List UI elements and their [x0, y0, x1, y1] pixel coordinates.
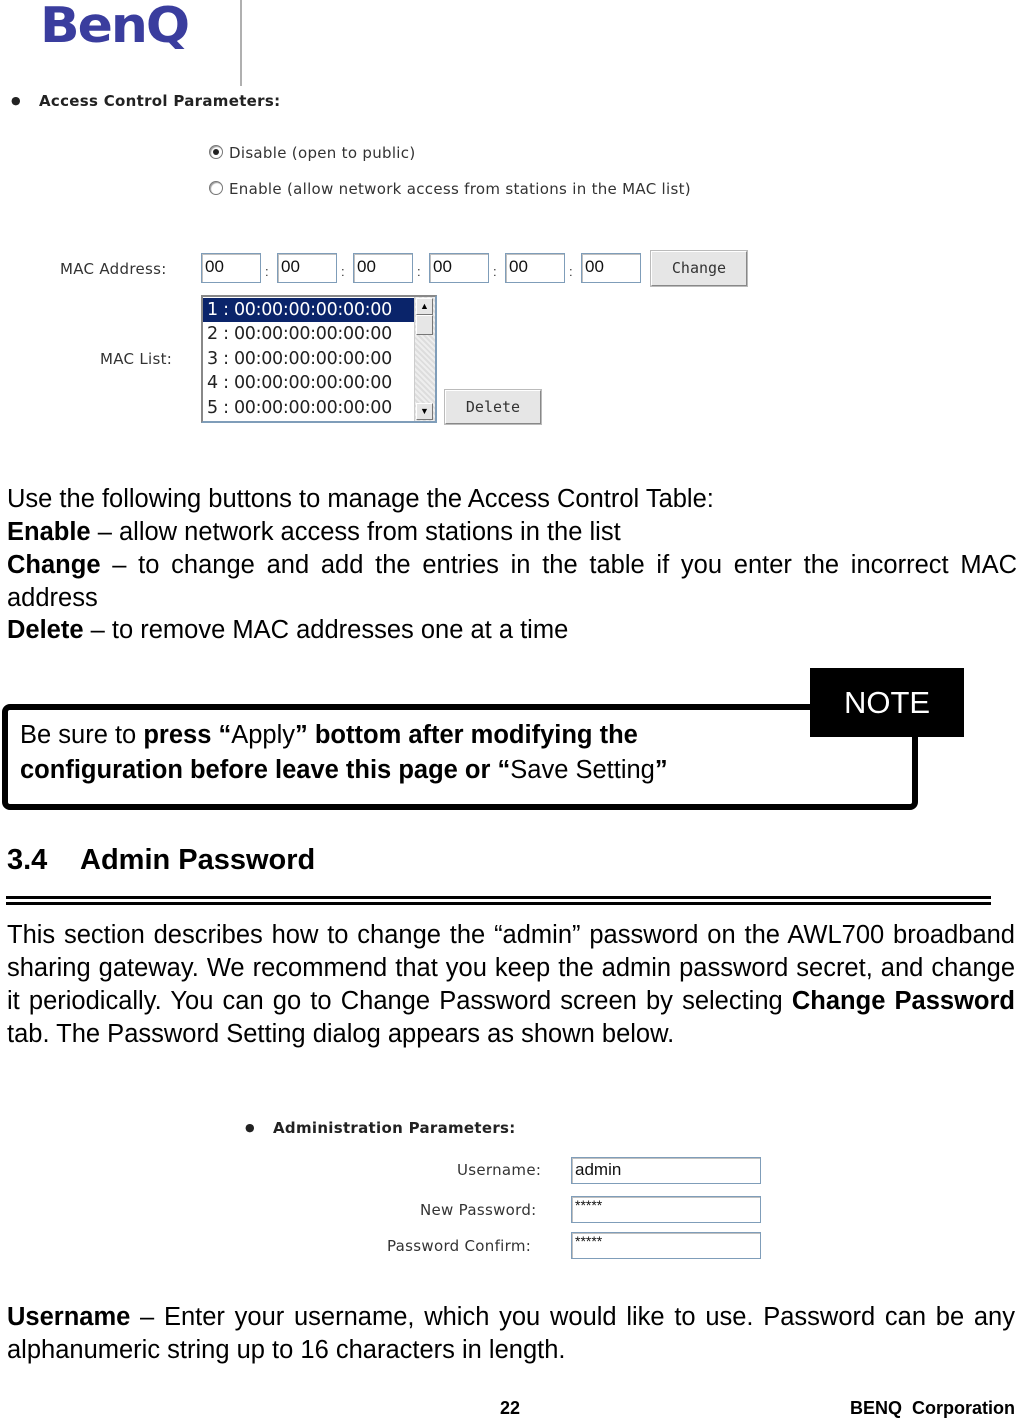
username-input[interactable]: admin	[571, 1157, 761, 1184]
mac-separator: :	[417, 264, 421, 279]
radio-enable-row[interactable]	[209, 180, 691, 198]
mac-list-item[interactable]: 4 : 00:00:00:00:00:00	[207, 373, 392, 394]
mac-octet-2[interactable]: 00	[277, 253, 337, 283]
radio-disable-row[interactable]	[209, 144, 415, 162]
mac-list-box[interactable]	[201, 295, 437, 423]
note-text: Be sure to press “Apply” bottom after modifying the configuration before leave this page or “Save Setting”	[20, 721, 668, 784]
mac-octet-4[interactable]: 00	[429, 253, 489, 283]
benq-logo: BenQ	[40, 0, 189, 55]
delete-button[interactable]: Delete	[445, 390, 541, 424]
new-password-input[interactable]: *****	[571, 1196, 761, 1223]
radio-disable[interactable]	[209, 145, 223, 159]
mac-octet-5[interactable]: 00	[505, 253, 565, 283]
new-password-label: New Password:	[420, 1201, 537, 1219]
term-name: Delete	[7, 616, 84, 644]
term-name: Change	[7, 551, 101, 579]
mac-list-item[interactable]: 3 : 00:00:00:00:00:00	[207, 348, 392, 369]
term-enable	[7, 516, 1017, 549]
username-description: Username – Enter your username, which you would like to use. Password can be any alphanumeric string up to 16 characters in length.	[7, 1303, 1015, 1364]
section-paragraph: This section describes how to change the “admin” password on the AWL700 broadband sharing gateway. We recommend that you keep the admin password secret, and change it periodically. You can go to Change Password screen by selecting Change Password tab. The Password Setting dialog appears as shown below.	[7, 921, 1015, 1048]
section-number: 3.4	[7, 844, 48, 876]
mac-list-scrollbar[interactable]	[414, 297, 435, 421]
page-number: 22	[500, 1398, 521, 1418]
mac-list-item[interactable]: 5 : 00:00:00:00:00:00	[207, 397, 392, 418]
note-tag: NOTE	[810, 668, 964, 737]
scroll-thumb[interactable]	[416, 315, 433, 335]
term-desc: – allow network access from stations in the list	[90, 518, 621, 546]
mac-separator: :	[493, 264, 497, 279]
mac-address-label: MAC Address:	[60, 260, 167, 278]
mac-list-item[interactable]: 1 : 00:00:00:00:00:00	[203, 298, 417, 322]
change-button[interactable]: Change	[651, 251, 747, 286]
radio-enable-label: Enable (allow network access from stations in the MAC list)	[229, 180, 691, 198]
mac-octet-6[interactable]: 00	[581, 253, 641, 283]
footer-company: BENQ Corporation	[850, 1398, 1015, 1418]
header-divider	[240, 0, 242, 86]
mac-separator: :	[265, 264, 269, 279]
term-desc: – to change and add the entries in the table if you enter the incorrect MAC address	[7, 551, 1017, 612]
mac-octet-3[interactable]: 00	[353, 253, 413, 283]
radio-enable[interactable]	[209, 181, 223, 195]
password-confirm-label: Password Confirm:	[387, 1237, 532, 1255]
admin-params-title: ● Administration Parameters:	[273, 1119, 516, 1137]
password-confirm-input[interactable]: *****	[571, 1232, 761, 1259]
section-title: Admin Password	[80, 844, 316, 876]
mac-list-item[interactable]: 2 : 00:00:00:00:00:00	[207, 324, 392, 345]
mac-separator: :	[341, 264, 345, 279]
term-desc: – to remove MAC addresses one at a time	[83, 616, 569, 644]
scroll-up-icon[interactable]: ▲	[416, 298, 433, 315]
username-label: Username:	[457, 1161, 542, 1179]
intro-text: Use the following buttons to manage the Access Control Table:	[7, 485, 714, 513]
scroll-down-icon[interactable]: ▼	[416, 403, 433, 420]
term-delete	[7, 614, 1017, 647]
term-name: Enable	[7, 518, 91, 546]
section-heading	[7, 844, 315, 877]
mac-separator: :	[569, 264, 573, 279]
term-change	[7, 549, 1017, 615]
heading-rule-top	[6, 896, 991, 899]
mac-list-label: MAC List:	[100, 350, 173, 368]
heading-rule-bottom	[6, 902, 991, 905]
radio-disable-label: Disable (open to public)	[229, 144, 416, 162]
mac-octet-1[interactable]: 00	[201, 253, 261, 283]
access-control-title: ● Access Control Parameters:	[39, 92, 280, 110]
